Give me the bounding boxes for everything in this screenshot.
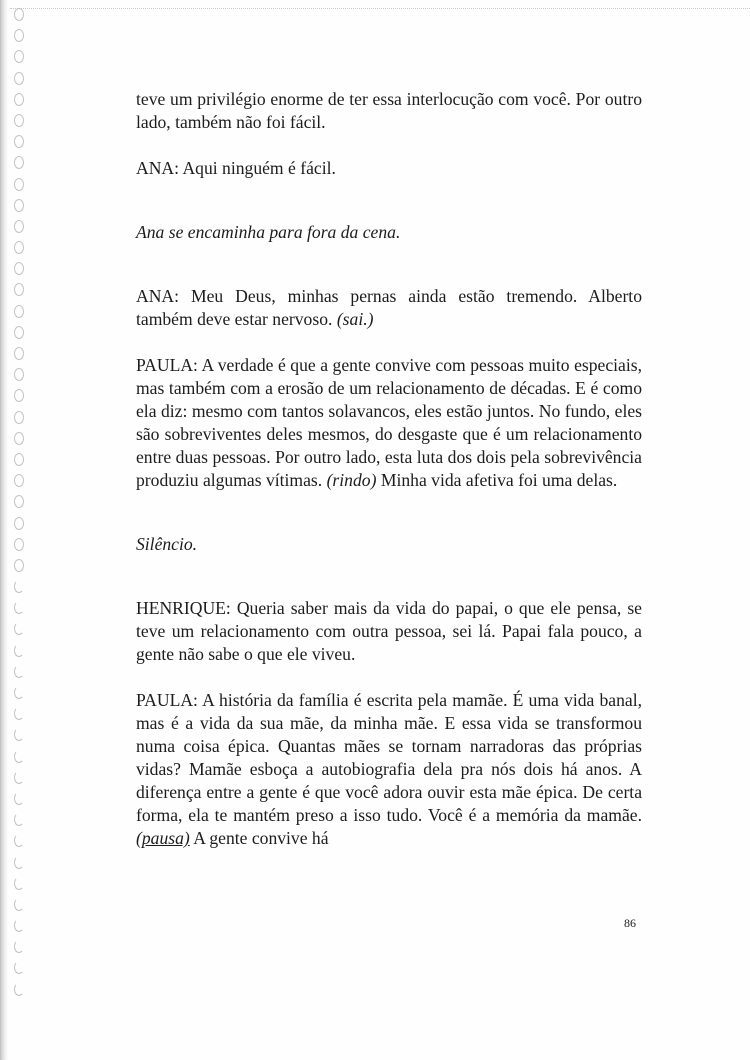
binder-hole-icon xyxy=(14,262,24,275)
binder-hole-icon xyxy=(14,771,24,784)
inline-direction: (rindo) xyxy=(326,470,377,490)
binder-hole-icon xyxy=(14,474,24,487)
binder-hole-icon xyxy=(14,644,24,657)
speaker-name: ANA: xyxy=(136,158,180,178)
dialogue-line xyxy=(136,157,642,180)
binder-hole-icon xyxy=(14,686,24,699)
page-number: 86 xyxy=(624,916,636,930)
binder-hole-icon xyxy=(14,940,24,953)
binder-hole-icon xyxy=(14,898,24,911)
dialogue-line xyxy=(136,354,642,492)
scan-edge xyxy=(0,0,8,1060)
binder-hole-icon xyxy=(14,919,24,932)
binder-hole-icon xyxy=(14,135,24,148)
binder-hole-icon xyxy=(14,538,24,551)
binder-hole-icon xyxy=(14,728,24,741)
dialogue-continuation xyxy=(136,88,642,134)
dialogue-text: A história da família é escrita pela mamãe. É uma vida banal, mas é a vida da sua mãe, da minha mãe. E essa vida se transformou numa coisa épica. Quantas mães se tornam narradoras das próprias vidas? Mamãe esboça a autobiografia dela pra nós dois há anos. A diferença entre a gente é que você adora ouvir esta mãe épica. De certa forma, ela te mantém preso a isso tudo. Você é a memória da mamãe. xyxy=(136,690,642,825)
binder-holes xyxy=(14,8,38,1004)
speaker-name: HENRIQUE: xyxy=(136,598,231,618)
binder-hole-icon xyxy=(14,707,24,720)
speaker-name: PAULA: xyxy=(136,355,198,375)
dialogue-text: Meu Deus, minhas pernas ainda estão tremendo. Alberto também deve estar nervoso. xyxy=(136,286,642,329)
binder-hole-icon xyxy=(14,29,24,42)
binder-hole-icon xyxy=(14,665,24,678)
binder-hole-icon xyxy=(14,495,24,508)
binder-hole-icon xyxy=(14,283,24,296)
binder-hole-icon xyxy=(14,877,24,890)
binder-hole-icon xyxy=(14,241,24,254)
binder-hole-icon xyxy=(14,834,24,847)
stage-direction xyxy=(136,221,642,244)
dialogue-text: teve um privilégio enorme de ter essa interlocução com você. Por outro lado, também não foi fácil. xyxy=(136,89,642,132)
binder-hole-icon xyxy=(14,856,24,869)
binder-hole-icon xyxy=(14,622,24,635)
binder-hole-icon xyxy=(14,580,24,593)
inline-direction: (sai.) xyxy=(336,309,374,329)
scan-top-edge xyxy=(10,8,750,9)
binder-hole-icon xyxy=(14,93,24,106)
stage-direction xyxy=(136,533,642,556)
dialogue-text-after: A gente convive há xyxy=(193,828,329,848)
dialogue-text: A verdade é que a gente convive com pessoas muito especiais, mas também com a erosão de um relacionamento de décadas. E é como ela diz: mesmo com tantos solavancos, eles estão juntos. No fundo, eles são sobreviventes deles mesmos, do desgaste que é um relacionamento entre duas pessoas. Por outro lado, esta luta dos dois pela sobrevivência produziu algumas vítimas. xyxy=(136,355,642,490)
binder-hole-icon xyxy=(14,72,24,85)
binder-hole-icon xyxy=(14,601,24,614)
binder-hole-icon xyxy=(14,156,24,169)
dialogue-text-after: Minha vida afetiva foi uma delas. xyxy=(380,470,618,490)
speaker-name: PAULA: xyxy=(136,690,198,710)
binder-hole-icon xyxy=(14,50,24,63)
binder-hole-icon xyxy=(14,961,24,974)
binder-hole-icon xyxy=(14,220,24,233)
binder-hole-icon xyxy=(14,347,24,360)
inline-direction: (pausa) xyxy=(136,828,190,848)
binder-hole-icon xyxy=(14,750,24,763)
binder-hole-icon xyxy=(14,813,24,826)
dialogue-line xyxy=(136,597,642,666)
stage-direction-text: Ana se encaminha para fora da cena. xyxy=(136,222,401,242)
dialogue-line xyxy=(136,285,642,331)
binder-hole-icon xyxy=(14,453,24,466)
binder-hole-icon xyxy=(14,389,24,402)
dialogue-text: Queria saber mais da vida do papai, o que ele pensa, se teve um relacionamento com outra pessoa, sei lá. Papai fala pouco, a gente não sabe o que ele viveu. xyxy=(136,598,642,664)
binder-hole-icon xyxy=(14,199,24,212)
stage-direction-text: Silêncio. xyxy=(136,534,198,554)
binder-hole-icon xyxy=(14,305,24,318)
binder-hole-icon xyxy=(14,114,24,127)
binder-hole-icon xyxy=(14,368,24,381)
binder-hole-icon xyxy=(14,517,24,530)
binder-hole-icon xyxy=(14,8,24,21)
binder-hole-icon xyxy=(14,559,24,572)
dialogue-text: Aqui ninguém é fácil. xyxy=(182,158,336,178)
dialogue-line xyxy=(136,689,642,850)
script-text xyxy=(136,88,642,850)
binder-hole-icon xyxy=(14,432,24,445)
binder-hole-icon xyxy=(14,983,24,996)
binder-hole-icon xyxy=(14,178,24,191)
binder-hole-icon xyxy=(14,326,24,339)
speaker-name: ANA: xyxy=(136,286,180,306)
binder-hole-icon xyxy=(14,792,24,805)
binder-hole-icon xyxy=(14,411,24,424)
